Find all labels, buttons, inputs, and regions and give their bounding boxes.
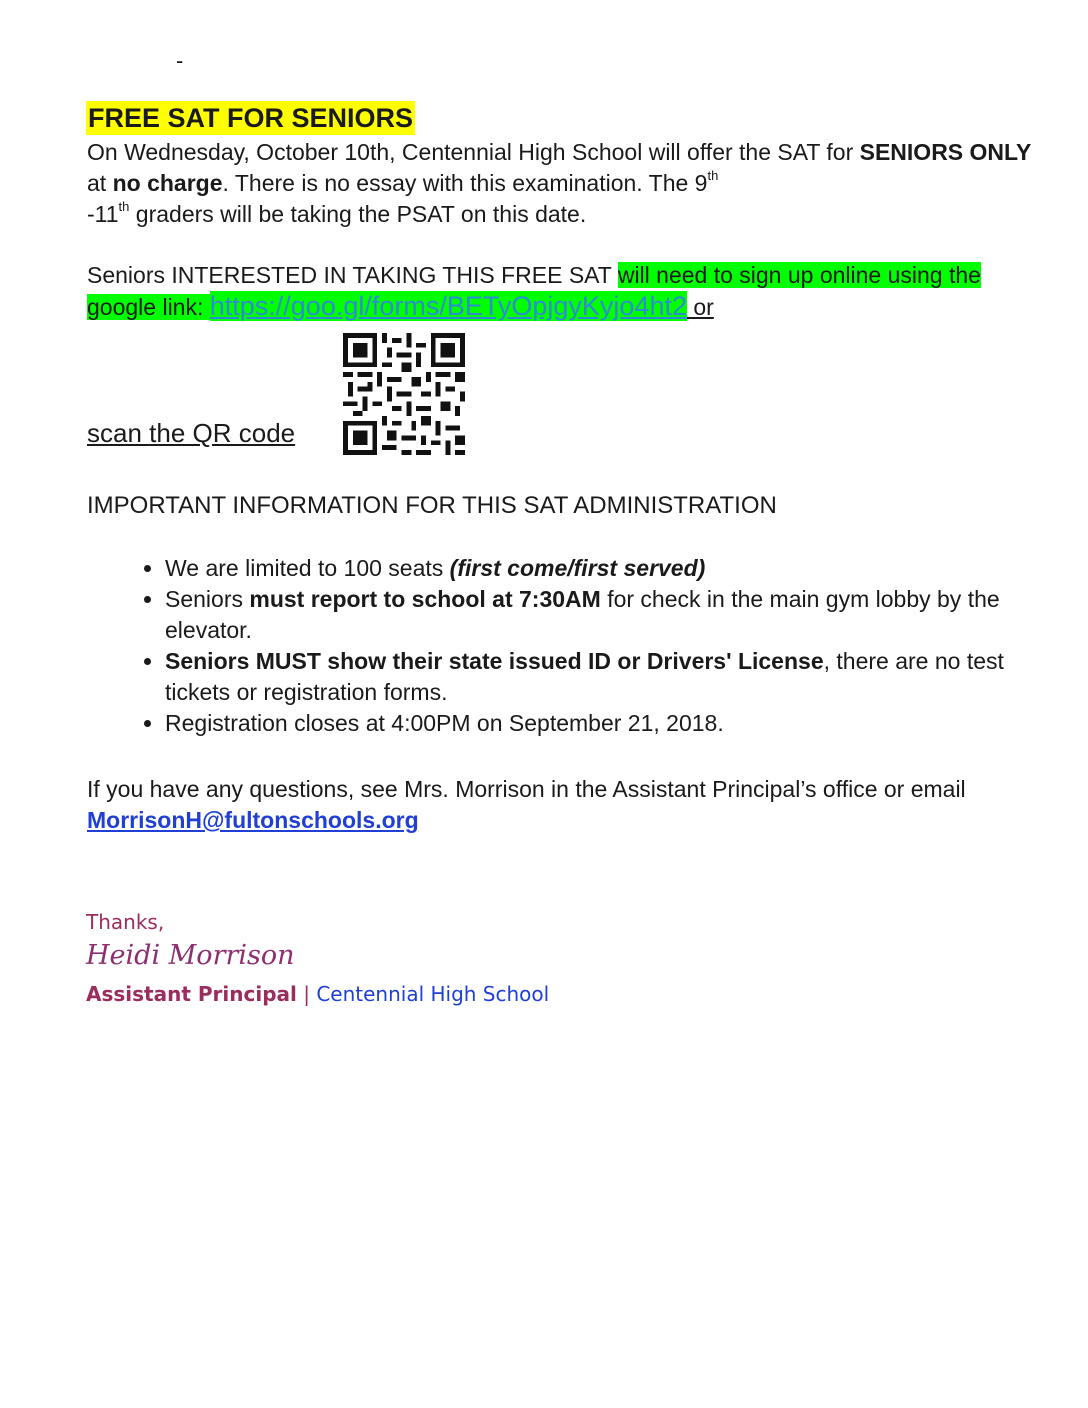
email-link[interactable]: MorrisonH@fultonschools.org: [87, 807, 419, 833]
list-item-emphasis: (first come/first served): [449, 555, 706, 581]
google-form-link[interactable]: https://goo.gl/forms/BETyOpjgyKyjo4ht2: [209, 291, 687, 321]
superscript: th: [118, 199, 130, 215]
intro-text: at: [87, 170, 113, 196]
list-item: [165, 553, 1055, 584]
intro-text: On Wednesday, October 10th, Centennial High School will offer the SAT for: [87, 139, 860, 165]
signature-separator: |: [296, 982, 317, 1006]
list-item-emphasis: Seniors MUST show their state issued ID or Drivers' License: [165, 648, 824, 674]
list-item-text: Seniors: [165, 586, 250, 612]
signature-name: Heidi Morrison: [86, 940, 295, 971]
intro-text: . There is no essay with this examination. The 9: [222, 170, 708, 196]
intro-no-charge: no charge: [112, 170, 223, 196]
intro-seniors-only: SENIORS ONLY: [859, 139, 1032, 165]
list-item: [165, 646, 1055, 708]
list-item-text: for check in the main gym lobby by the elevator.: [165, 586, 1000, 643]
info-list: [110, 553, 1055, 739]
list-item: [165, 584, 1055, 646]
list-item-text: , there are no test tickets or registration forms.: [165, 648, 1004, 705]
signature-role: Assistant Principal: [86, 982, 297, 1006]
list-item-text: Registration closes at 4:00PM on September 21, 2018.: [165, 710, 724, 736]
section-heading: IMPORTANT INFORMATION FOR THIS SAT ADMINISTRATION: [87, 492, 777, 519]
signature-school: Centennial High School: [316, 982, 550, 1006]
top-mark: -: [176, 48, 184, 73]
intro-paragraph: [87, 137, 1047, 230]
signature-title-line: [86, 982, 549, 1006]
intro-text: -11: [87, 201, 119, 227]
page-title: FREE SAT FOR SENIORS: [88, 103, 414, 133]
signup-text: Seniors INTERESTED IN TAKING THIS FREE SAT: [87, 262, 618, 288]
questions-text: If you have any questions, see Mrs. Morrison in the Assistant Principal’s office or email: [87, 776, 966, 802]
questions-paragraph: [87, 774, 1047, 836]
list-item-emphasis: must report to school at 7:30AM: [249, 586, 601, 612]
signup-or: or: [686, 294, 714, 320]
signup-paragraph: [87, 260, 1047, 323]
signup-highlight: will need to sign up online using the google link:: [87, 262, 981, 320]
thanks-text: Thanks,: [86, 910, 165, 934]
qr-code-icon[interactable]: [343, 333, 465, 455]
list-item: [165, 708, 1055, 739]
list-item-text: We are limited to 100 seats: [165, 555, 450, 581]
superscript: th: [707, 168, 719, 184]
qr-caption: scan the QR code: [87, 418, 296, 448]
intro-text: graders will be taking the PSAT on this date.: [129, 201, 587, 227]
